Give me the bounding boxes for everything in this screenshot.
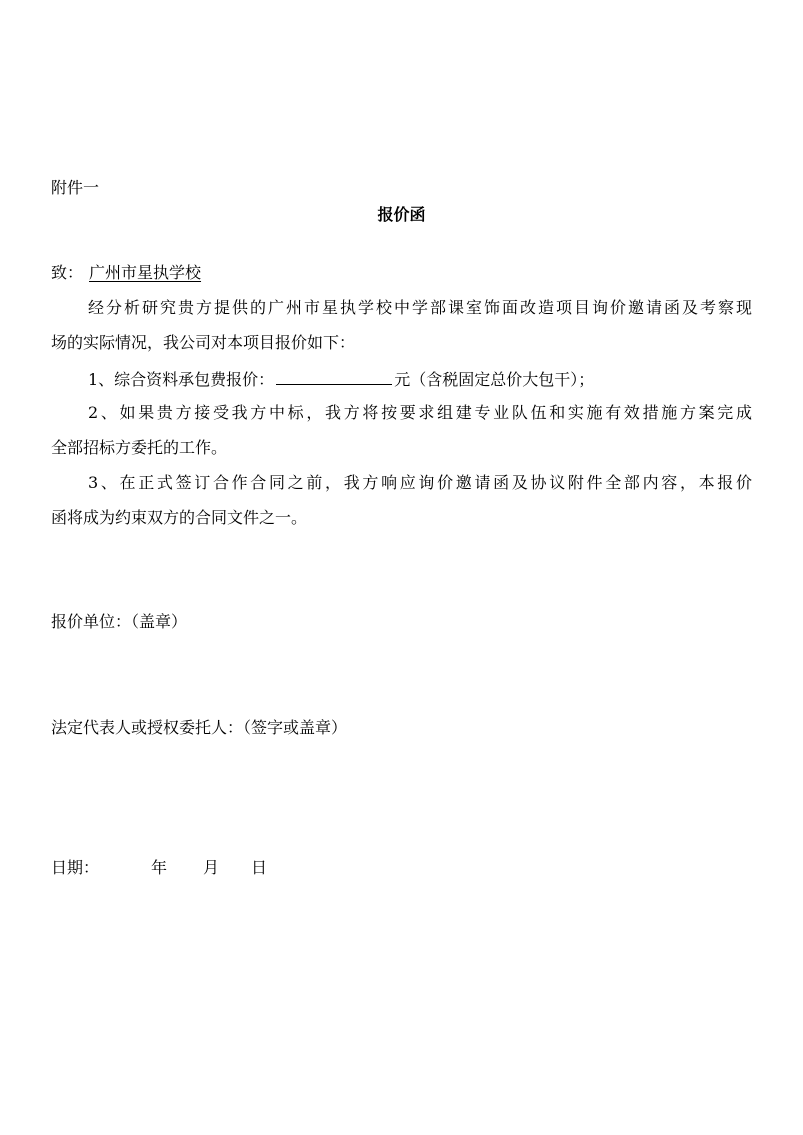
document-title: 报价函: [377, 205, 426, 224]
item1-text: 1、综合资料承包费报价：: [88, 370, 275, 389]
attachment-label: 附件一: [51, 178, 100, 197]
intro-paragraph-line-2: 场的实际情况，我公司对本项目报价如下：: [51, 333, 356, 352]
date-label: 日期：: [51, 858, 100, 877]
date-line: [51, 858, 267, 878]
intro-paragraph-line-1: 经分析研究贵方提供的广州市星执学校中学部课室饰面改造项目询价邀请函及考察现: [88, 298, 752, 317]
recipient-name: 广州市星执学校: [89, 263, 202, 282]
quote-item-2-line-1: 2、如果贵方接受我方中标，我方将按要求组建专业队伍和实施有效措施方案完成: [88, 403, 752, 422]
quote-item-1: [88, 368, 594, 388]
recipient-prefix: 致：: [51, 263, 84, 282]
quote-item-3-line-2: 函将成为约束双方的合同文件之一。: [51, 508, 308, 527]
quote-item-3-line-1: 3、在正式签订合作合同之前，我方响应询价邀请函及协议附件全部内容，本报价: [88, 473, 752, 492]
recipient-line: [51, 263, 201, 283]
price-blank-field[interactable]: [276, 368, 392, 385]
date-day: 日: [251, 858, 268, 877]
representative-line: 法定代表人或授权委托人：（签字或盖章）: [51, 718, 348, 737]
quote-unit-line: 报价单位：（盖章）: [51, 612, 188, 631]
quote-item-2-line-2: 全部招标方委托的工作。: [51, 438, 228, 457]
date-year: 年: [151, 858, 168, 877]
date-month: 月: [203, 858, 220, 877]
item1-suffix: 元（含税固定总价大包干）；: [394, 370, 595, 389]
